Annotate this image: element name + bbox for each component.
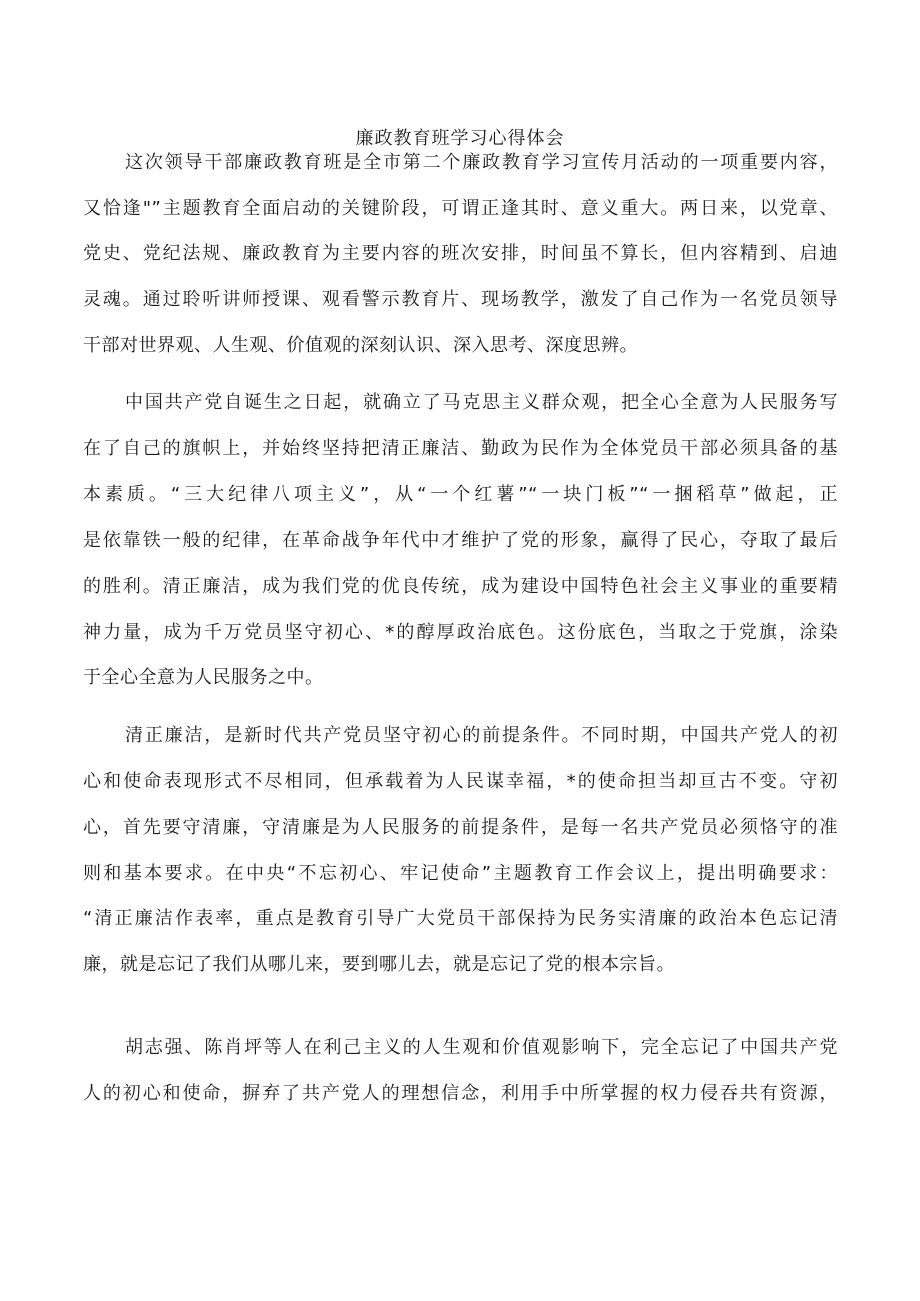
paragraph-line: 心，首先要守清廉，守清廉是为人民服务的前提条件，是每一名共产党员必须恪守的准 <box>83 817 838 838</box>
paragraph-line: 廉，就是忘记了我们从哪儿来，要到哪儿去，就是忘记了党的根本宗旨。 <box>83 954 675 975</box>
paragraph-line: 在了自己的旗帜上，并始终坚持把清正廉洁、勤政为民作为全体党员干部必须具备的基 <box>83 438 838 459</box>
paragraph-line: 清正廉洁，是新时代共产党员坚守初心的前提条件。不同时期，中国共产党人的初 <box>125 725 838 746</box>
paragraph-line: 心和使命表现形式不尽相同，但承载着为人民谋幸福，*的使命担当却亘古不变。守初 <box>83 771 838 792</box>
paragraph-line: 中国共产党自诞生之日起，就确立了马克思主义群众观，把全心全意为人民服务写 <box>125 392 838 413</box>
paragraph-line: 本素质。“三大纪律八项主义”，从“一个红薯”“一块门板”“一捆稻草”做起，正 <box>83 484 838 505</box>
paragraph-line: 这次领导干部廉政教育班是全市第二个廉政教育学习宣传月活动的一项重要内容， <box>125 152 838 173</box>
paragraph-line: 又恰逢"”主题教育全面启动的关键阶段，可谓正逢其时、意义重大。两日来，以党章、 <box>83 198 838 219</box>
paragraph-line: 干部对世界观、人生观、价值观的深刻认识、深入思考、深度思辨。 <box>83 335 638 356</box>
paragraph-line: 神力量，成为千万党员坚守初心、*的醇厚政治底色。这份底色，当取之于党旗，涂染 <box>83 622 838 643</box>
paragraph-line: 胡志强、陈肖坪等人在利己主义的人生观和价值观影响下，完全忘记了中国共产党 <box>125 1037 838 1058</box>
paragraph-line: 是依靠铁一般的纪律，在革命战争年代中才维护了党的形象，赢得了民心，夺取了最后 <box>83 530 838 551</box>
paragraph-line: 灵魂。通过聆听讲师授课、观看警示教育片、现场教学，激发了自己作为一名党员领导 <box>83 289 838 310</box>
paragraph-line: 于全心全意为人民服务之中。 <box>83 667 324 688</box>
paragraph-line: “清正廉洁作表率，重点是教育引导广大党员干部保持为民务实清廉的政治本色忘记清 <box>83 908 838 929</box>
paragraph-line: 的胜利。清正廉洁，成为我们党的优良传统，成为建设中国特色社会主义事业的重要精 <box>83 576 838 597</box>
paragraph-line: 党史、党纪法规、廉政教育为主要内容的班次安排，时间虽不算长，但内容精到、启迪 <box>83 243 838 264</box>
document-title: 廉政教育班学习心得体会 <box>355 128 565 149</box>
paragraph-line: 则和基本要求。在中央“不忘初心、牢记使命”主题教育工作会议上，提出明确要求： <box>83 863 838 884</box>
paragraph-line: 人的初心和使命，摒弃了共产党人的理想信念，利用手中所掌握的权力侵吞共有资源， <box>83 1083 838 1104</box>
